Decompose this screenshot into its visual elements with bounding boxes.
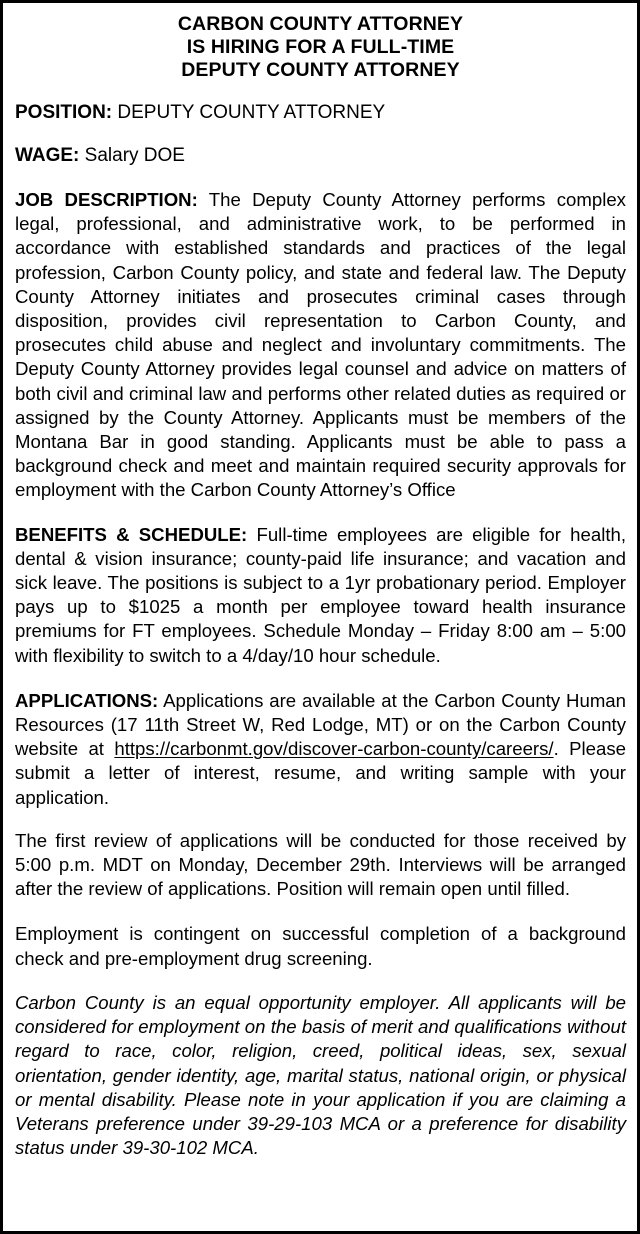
applications-body-before-link: Applications are available at the Carbon County Human Resources (17 11th Street W, Red Lodge, MT) or on the Carbon County website at bbox=[15, 689, 626, 760]
headline-line-2: IS HIRING FOR A FULL-TIME bbox=[186, 36, 455, 58]
headline-line-3: DEPUTY COUNTY ATTORNEY bbox=[181, 59, 460, 81]
benefits-schedule-label: BENEFITS & SCHEDULE: bbox=[15, 523, 248, 545]
job-description-body: The Deputy County Attorney performs complex legal, professional, and administrative work, to be performed in accordance with established standards and practices of the legal profession, Carbon County policy, and state and federal law. The Deputy County Attorney initiates and prosecutes criminal cases through disposition, provides civil representation to Carbon County, and prosecutes child abuse and neglect and involuntary commitments. The Deputy County Attorney provides legal counsel and advice on matters of both civil and criminal law and performs other related duties as required or assigned by the County Attorney. Applicants must be members of the Montana Bar in good standing. Applicants must be able to pass a background check and meet and maintain required security approvals for employment with the Carbon County Attorney’s Office bbox=[15, 189, 626, 501]
eeo-statement-paragraph: Carbon County is an equal opportunity employer. All applicants will be considered for employment on the basis of merit and qualifications without regard to race, color, religion, creed, political ideas, sex, sexual orientation, gender identity, age, marital status, national origin, or physical or mental disability. Please note in your application if you are claiming a Veterans preference under 39-29-103 MCA or a preference for disability status under 39-30-102 MCA. bbox=[15, 991, 626, 1159]
position-value: DEPUTY COUNTY ATTORNEY bbox=[117, 102, 386, 123]
benefits-schedule-paragraph bbox=[15, 523, 626, 668]
page-title bbox=[15, 13, 626, 82]
applications-label: APPLICATIONS: bbox=[15, 689, 159, 711]
headline-line-1: CARBON COUNTY ATTORNEY bbox=[177, 13, 464, 35]
wage-label: WAGE: bbox=[15, 145, 80, 166]
review-notice-paragraph: The first review of applications will be conducted for those received by 5:00 p.m. MDT on Monday, December 29th. Interviews will be arranged after the review of applications. Position will remain open until filled. bbox=[15, 829, 626, 900]
position-row bbox=[15, 101, 626, 125]
applications-paragraph bbox=[15, 689, 626, 810]
careers-page-link[interactable]: https://carbonmt.gov/discover-carbon-county/careers/ bbox=[114, 738, 554, 760]
position-label: POSITION: bbox=[15, 102, 113, 123]
contingency-notice-paragraph: Employment is contingent on successful completion of a background check and pre-employment drug screening. bbox=[15, 923, 626, 969]
job-description-label: JOB DESCRIPTION: bbox=[15, 189, 198, 210]
wage-value: Salary DOE bbox=[84, 145, 185, 166]
benefits-schedule-body: Full-time employees are eligible for health, dental & vision insurance; county-paid life insurance; and vacation and sick leave. The positions is subject to a 1yr probationary period. Employer pays up to $1025 a month per employee toward health insurance premiums for FT employees. Schedule Monday – Friday 8:00 am – 5:00 with flexibility to switch to a 4/day/10 hour schedule. bbox=[15, 523, 627, 666]
wage-row bbox=[15, 144, 626, 168]
applications-body-after-link: . Please submit a letter of interest, resume, and writing sample with your application. bbox=[15, 738, 626, 808]
job-description-paragraph bbox=[15, 188, 626, 503]
